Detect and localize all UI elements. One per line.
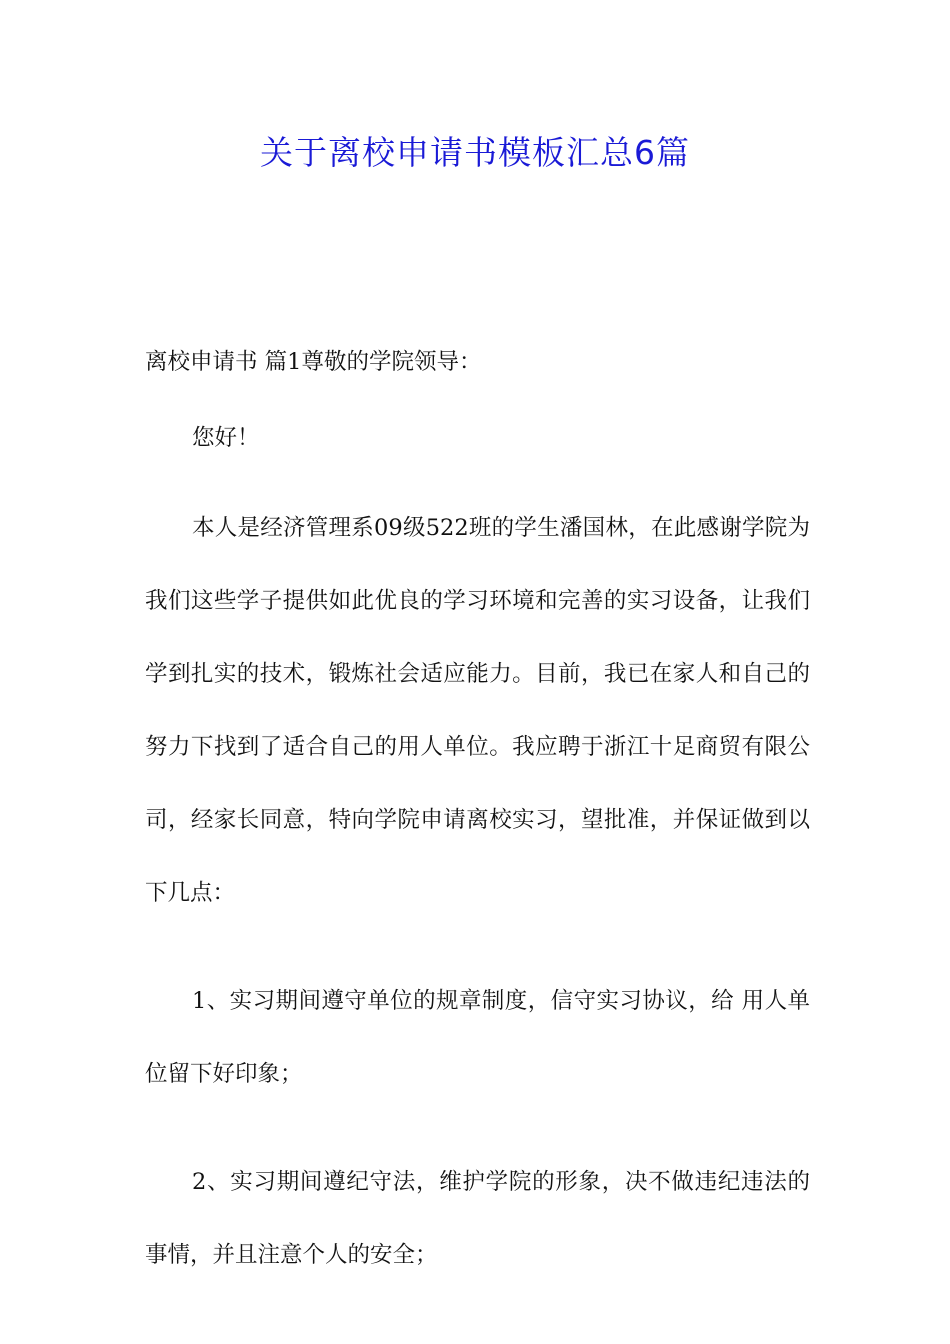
paragraph-main: 本人是经济管理系09级522班的学生潘国林，在此感谢学院为我们这些学子提供如此优良的学习环境和完善的实习设备，让我们学到扎实的技术，锻炼社会适应能力。目前，我已在家人和自己的努力下找到了适合自己的用人单位。我应聘于浙江十足商贸有限公司，经家长同意，特向学院申请离校实习，望批准，并保证做到以下几点： [145,515,810,906]
document-title: 关于离校申请书模板汇总6篇 [260,133,690,172]
paragraph-point-2: 2、实习期间遵纪守法，维护学院的形象，决不做违纪违法的事情，并且注意个人的安全； [145,1169,810,1268]
document-body [145,343,810,1327]
paragraph-salutation: 离校申请书 篇1尊敬的学院领导： [145,349,482,375]
paragraph-greeting: 您好！ [192,425,260,451]
paragraph-point-1: 1、实习期间遵守单位的规章制度，信守实习协议，给 用人单位留下好印象； [145,988,810,1087]
